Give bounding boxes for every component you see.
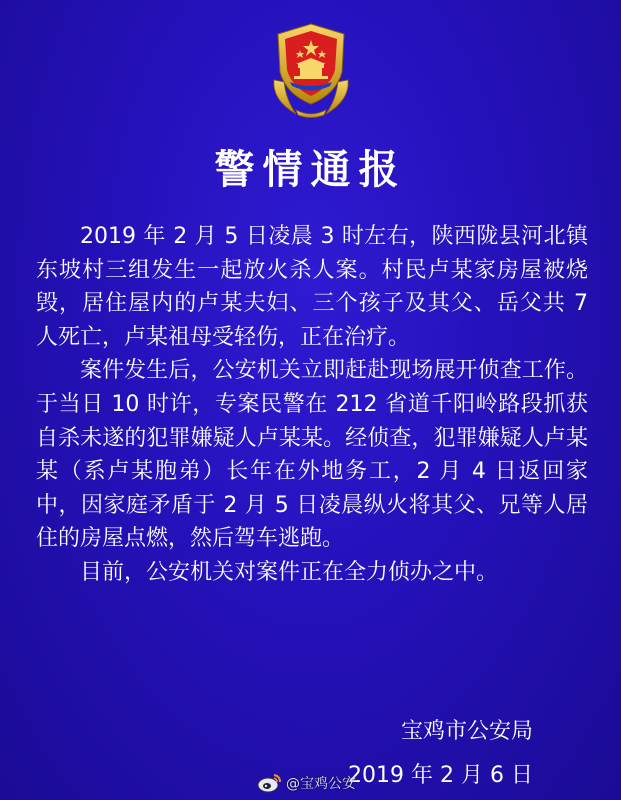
paragraph-investigation: 案件发生后，公安机关立即赶赴现场展开侦查工作。于当日 10 时许，专案民警在 212 省道千阳岭路段抓获自杀未遂的犯罪嫌疑人卢某某。经侦查，犯罪嫌疑人卢某某（系卢某胞弟）长年在外地务工，2 月 4 日返回家中，因家庭矛盾于 2 月 5 日凌晨纵火将其父、兄等人居住的房屋点燃，然后驾车逃跑。 [36,358,588,552]
paragraph-incident: 2019 年 2 月 5 日凌晨 3 时左右，陕西陇县河北镇东坡村三组发生一起放火杀人案。村民卢某家房屋被烧毁，居住屋内的卢某夫妇、三个孩子及其父、岳父共 7 人死亡，卢某祖母受轻伤，正在治疗。 [36,224,588,350]
police-emblem-icon [266,20,356,120]
weibo-icon [256,772,282,794]
paragraph-status: 目前，公安机关对案件正在全力侦办之中。 [80,559,499,585]
watermark-text: @宝鸡公安 [286,776,356,792]
signature-organization: 宝鸡市公安局 [400,719,533,744]
notice-title: 警情通报 [214,147,407,193]
signature-date: 2019 年 2 月 6 日 [348,763,533,788]
notice-body [36,220,588,590]
weibo-watermark [256,772,356,794]
